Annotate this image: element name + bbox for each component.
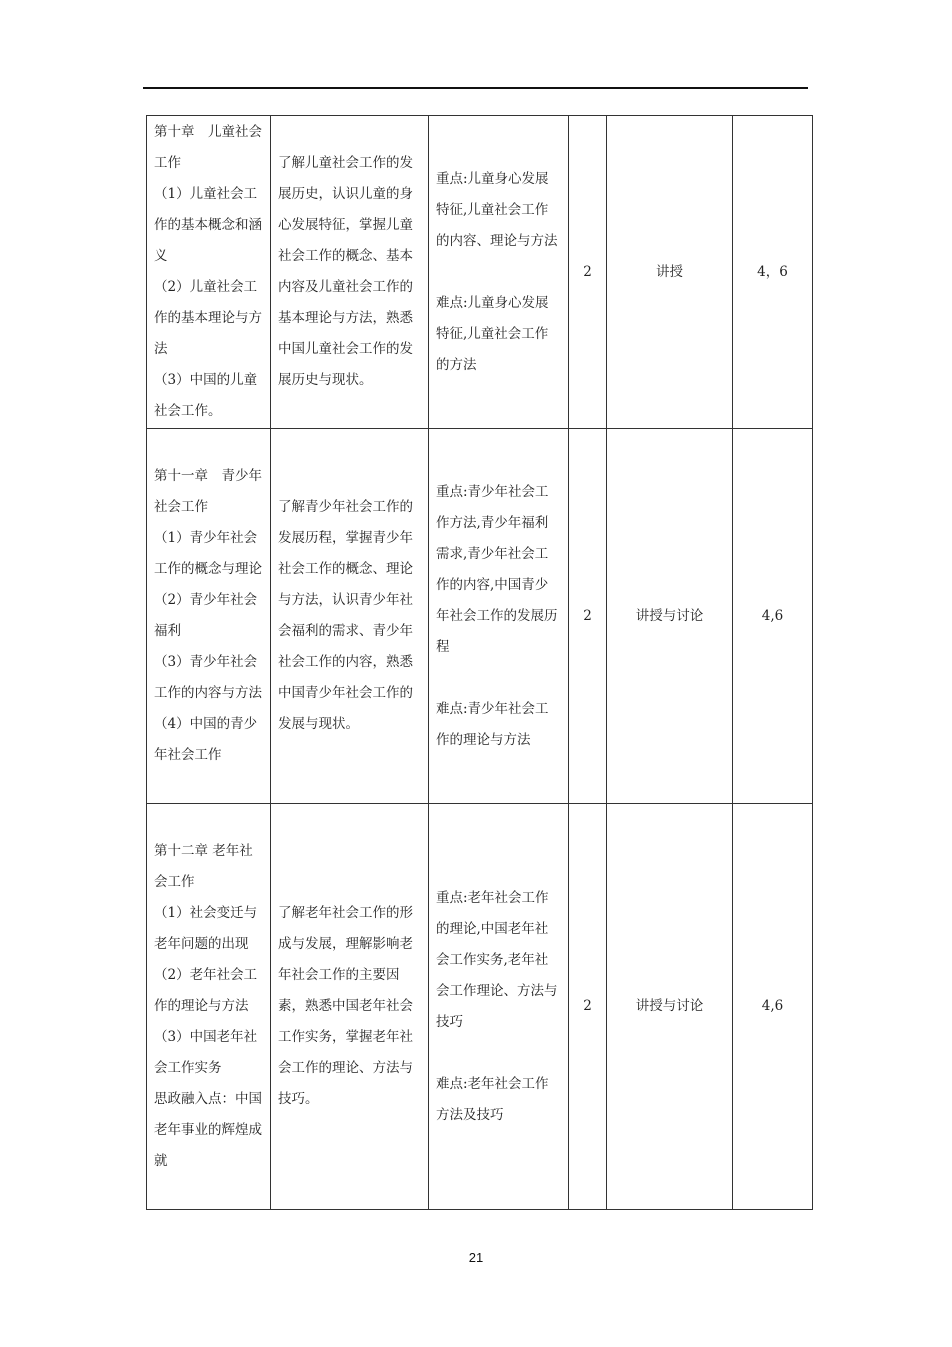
header-rule (143, 87, 808, 89)
chapter-item: （1）社会变迁与老年问题的出现 (154, 905, 258, 952)
chapter-item: （1）儿童社会工作的基本概念和涵义 (154, 186, 262, 264)
key-points: 重点:老年社会工作的理论,中国老年社会工作实务,老年社会工作理论、方法与技巧 (436, 889, 558, 1030)
requirement-cell: 了解儿童社会工作的发展历史，认识儿童的身心发展特征，掌握儿童社会工作的概念、基本内容及儿童社会工作的基本理论与方法，熟悉中国儿童社会工作的发展历史与现状。 (271, 116, 429, 429)
difficulties: 难点:老年社会工作方法及技巧 (436, 1075, 549, 1123)
chapter-item: （4）中国的青少年社会工作 (154, 716, 258, 763)
table-row (147, 116, 813, 429)
chapter-title: 第十章 儿童社会工作 (154, 124, 262, 171)
chapter-item: （3）青少年社会工作的内容与方法 (154, 654, 262, 701)
chapter-item: （3）中国的儿童社会工作。 (154, 372, 258, 419)
method-cell: 讲授与讨论 (607, 429, 733, 804)
key-points-cell (429, 116, 569, 429)
chapter-cell (147, 116, 271, 429)
table-row (147, 429, 813, 804)
method-cell: 讲授与讨论 (607, 804, 733, 1210)
table-row (147, 804, 813, 1210)
difficulties: 难点:青少年社会工作的理论与方法 (436, 700, 549, 748)
objectives-cell: 4，6 (733, 116, 813, 429)
chapter-item: （2）儿童社会工作的基本理论与方法 (154, 279, 262, 357)
requirement-cell: 了解老年社会工作的形成与发展，理解影响老年社会工作的主要因素，熟悉中国老年社会工作实务，掌握老年社会工作的理论、方法与技巧。 (271, 804, 429, 1210)
chapter-item: （1）青少年社会工作的概念与理论 (154, 530, 262, 577)
syllabus-table (146, 115, 813, 1210)
chapter-item: 思政融入点：中国老年事业的辉煌成就 (154, 1091, 262, 1169)
chapter-item: （3）中国老年社会工作实务 (154, 1029, 258, 1076)
chapter-title: 第十一章 青少年社会工作 (154, 468, 262, 515)
hours-cell: 2 (569, 116, 607, 429)
chapter-cell (147, 804, 271, 1210)
chapter-title: 第十二章 老年社会工作 (154, 843, 253, 890)
objectives-cell: 4,6 (733, 804, 813, 1210)
key-points: 重点:青少年社会工作方法,青少年福利需求,青少年社会工作的内容,中国青少年社会工作的发展历程 (436, 483, 558, 655)
method-cell: 讲授 (607, 116, 733, 429)
key-points-cell (429, 804, 569, 1210)
objectives-cell: 4,6 (733, 429, 813, 804)
key-points-cell (429, 429, 569, 804)
difficulties: 难点:儿童身心发展特征,儿童社会工作的方法 (436, 294, 549, 373)
key-points: 重点:儿童身心发展特征,儿童社会工作的内容、理论与方法 (436, 170, 558, 249)
chapter-item: （2）老年社会工作的理论与方法 (154, 967, 258, 1014)
page-number: 21 (468, 1250, 484, 1265)
chapter-item: （2）青少年社会福利 (154, 592, 258, 639)
requirement-cell: 了解青少年社会工作的发展历程，掌握青少年社会工作的概念、理论与方法，认识青少年社会福利的需求、青少年社会工作的内容，熟悉中国青少年社会工作的发展与现状。 (271, 429, 429, 804)
chapter-cell (147, 429, 271, 804)
hours-cell: 2 (569, 804, 607, 1210)
hours-cell: 2 (569, 429, 607, 804)
